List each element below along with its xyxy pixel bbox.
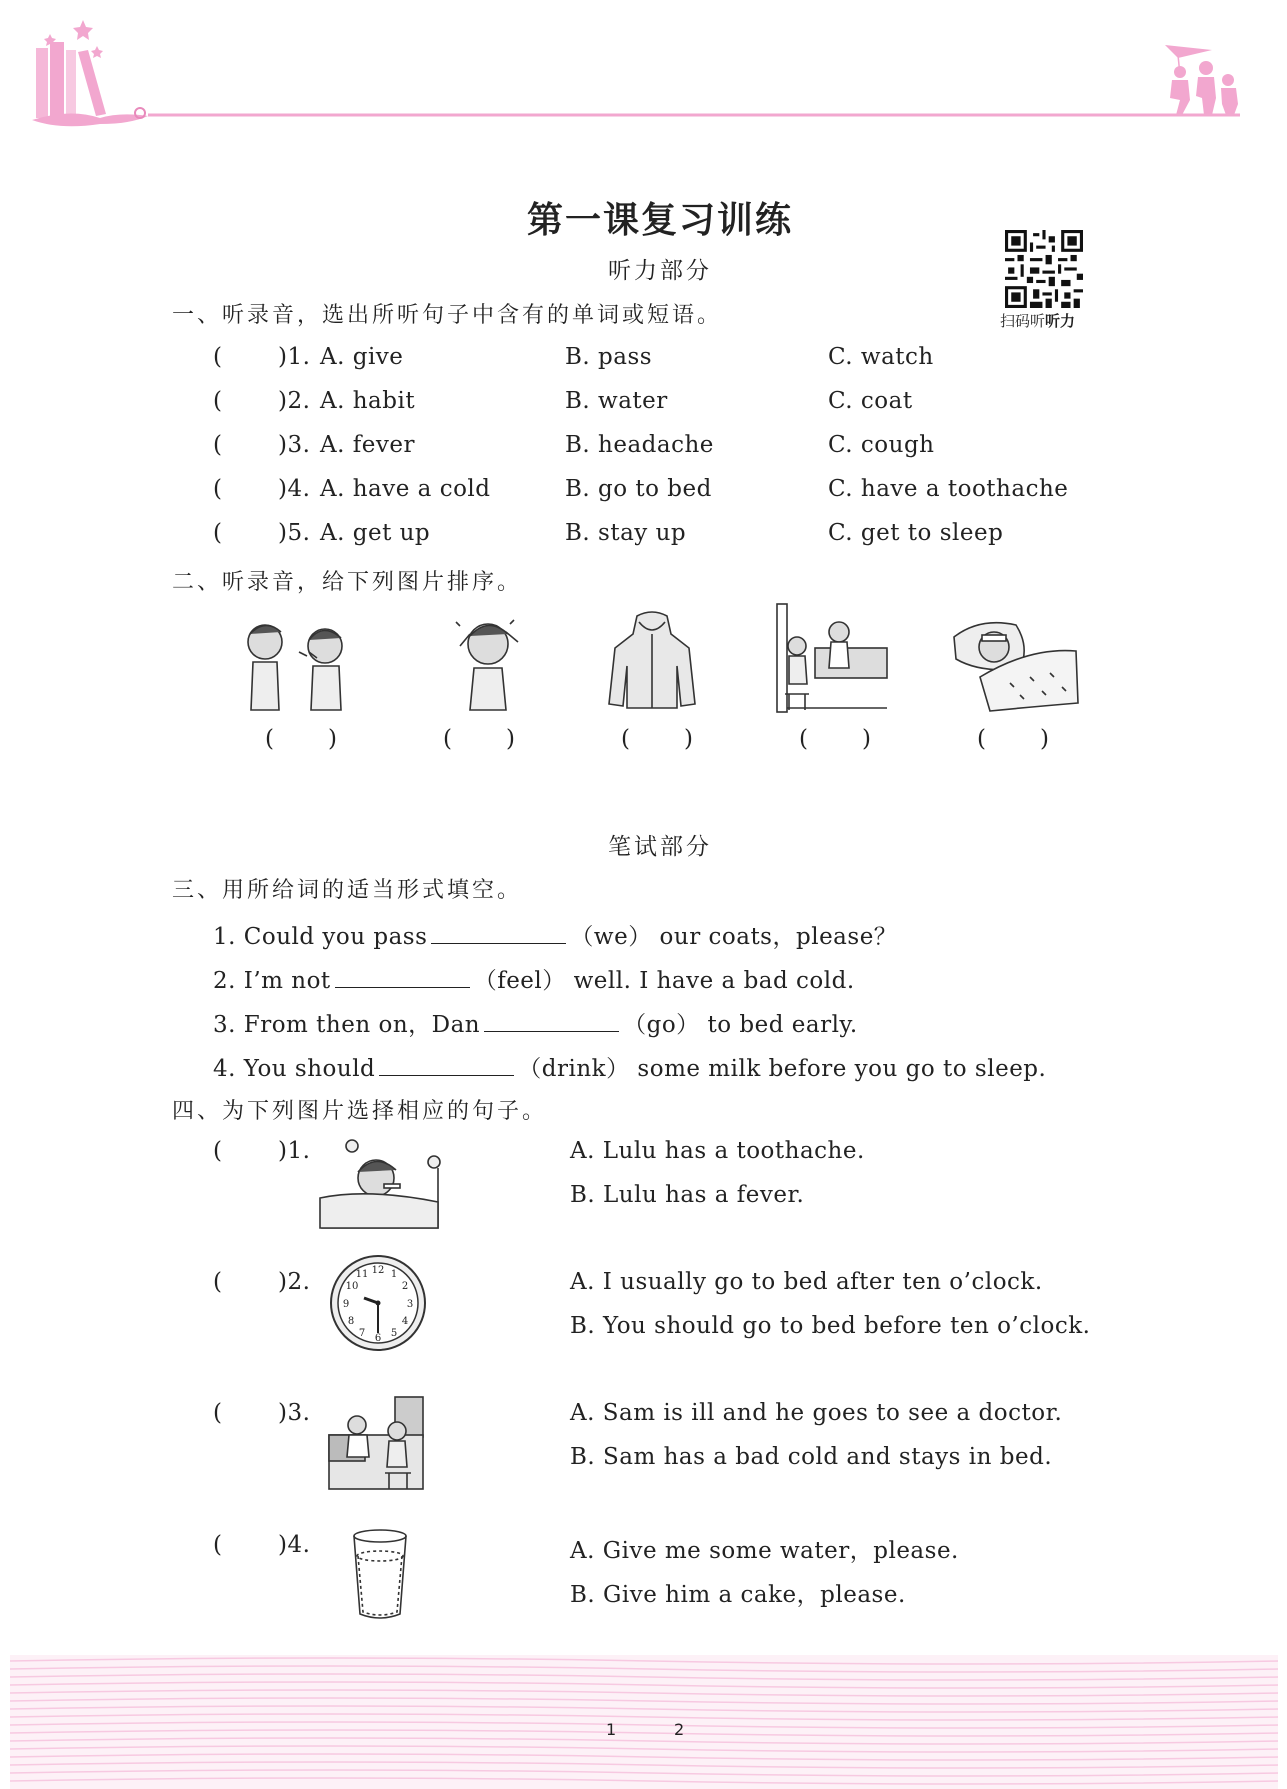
svg-text:5: 5 — [390, 1328, 398, 1339]
option-c: C. watch — [828, 344, 934, 370]
fever-in-bed-picture — [318, 1138, 443, 1230]
fill-blank-item — [213, 1050, 1046, 1083]
answer-paren-open: ( — [213, 388, 223, 414]
listening-heading: 听力部分 — [608, 258, 712, 284]
item-number: )2. — [278, 388, 311, 414]
item-number: )1. — [278, 344, 311, 370]
item-number: )3. — [278, 1400, 311, 1426]
fill-blank-item — [213, 1006, 858, 1039]
fill-blank-line[interactable] — [379, 1074, 514, 1076]
answer-paren-close: ) — [1040, 726, 1049, 752]
svg-text:7: 7 — [358, 1328, 366, 1339]
fill-blank-suffix: （we） our coats，please？ — [570, 924, 898, 950]
fill-blank-prefix: 4. You should — [213, 1056, 376, 1082]
svg-text:12: 12 — [371, 1265, 385, 1276]
option-c: C. coat — [828, 388, 913, 414]
option-a: A. get up — [320, 520, 431, 546]
answer-paren-open: ( — [799, 726, 808, 752]
svg-text:8: 8 — [347, 1316, 355, 1327]
fill-blank-suffix: （drink） some milk before you go to sleep. — [518, 1056, 1047, 1082]
doctor-visit-picture — [775, 602, 890, 714]
option-b: B. pass — [565, 344, 653, 370]
svg-text:11: 11 — [355, 1269, 369, 1280]
choice-a: A. Give me some water，please. — [570, 1538, 959, 1564]
answer-paren-open: ( — [213, 1269, 223, 1295]
glass-of-water-icon — [350, 1528, 410, 1622]
choice-a: A. I usually go to bed after ten o’clock. — [570, 1269, 1043, 1295]
option-b: B. headache — [565, 432, 714, 458]
section4-heading: 四、为下列图片选择相应的句子。 — [172, 1099, 548, 1124]
svg-text:2: 2 — [401, 1281, 409, 1292]
books-icon — [32, 42, 148, 126]
page-title: 第一课复习训练 — [526, 200, 793, 241]
option-c: C. have a toothache — [828, 476, 1069, 502]
fill-blank-prefix: 3. From then on，Dan — [213, 1012, 481, 1038]
fill-blank-suffix: （go） to bed early. — [623, 1012, 858, 1038]
item-number: )4. — [278, 476, 311, 502]
kids-coughing-picture — [235, 612, 355, 712]
qr-caption-bold: 听力 — [1045, 312, 1076, 330]
qr-caption-prefix: 扫码听 — [1000, 312, 1046, 330]
choice-b: B. Give him a cake，please. — [570, 1582, 906, 1608]
answer-paren-close: ) — [506, 726, 515, 752]
choice-a: A. Lulu has a toothache. — [570, 1138, 865, 1164]
answer-paren-open: ( — [213, 1138, 223, 1164]
option-a: A. habit — [320, 388, 416, 414]
jacket-picture — [605, 608, 700, 712]
item-number: )1. — [278, 1138, 311, 1164]
answer-paren-open: ( — [213, 432, 223, 458]
fill-blank-item — [213, 962, 855, 995]
answer-paren-open: ( — [213, 520, 223, 546]
children-running-icon — [1170, 61, 1238, 115]
option-a: A. have a cold — [320, 476, 491, 502]
svg-text:9: 9 — [342, 1299, 350, 1310]
clock-icon — [328, 1253, 428, 1353]
choice-b: B. You should go to bed before ten o’clock. — [570, 1313, 1091, 1339]
answer-paren-open: ( — [213, 344, 223, 370]
svg-text:6: 6 — [374, 1333, 382, 1344]
answer-paren-close: ) — [862, 726, 871, 752]
section3-heading: 三、用所给词的适当形式填空。 — [172, 878, 523, 903]
section1-heading: 一、听录音，选出所听句子中含有的单词或短语。 — [172, 303, 723, 328]
page-number-left: 1 — [606, 1720, 617, 1739]
choice-a: A. Sam is ill and he goes to see a doctor. — [570, 1400, 1063, 1426]
svg-text:10: 10 — [345, 1281, 359, 1292]
svg-text:1: 1 — [390, 1269, 398, 1280]
answer-paren-close: ) — [684, 726, 693, 752]
fill-blank-prefix: 2. I’m not — [213, 968, 331, 994]
svg-text:4: 4 — [401, 1316, 409, 1327]
answer-paren-open: ( — [443, 726, 452, 752]
fill-blank-suffix: （feel） well. I have a bad cold. — [473, 968, 855, 994]
sick-in-bed-picture — [950, 607, 1080, 713]
fill-blank-line[interactable] — [335, 986, 470, 988]
answer-paren-open: ( — [265, 726, 274, 752]
fill-blank-line[interactable] — [431, 942, 566, 944]
item-number: )5. — [278, 520, 311, 546]
qr-code-icon[interactable] — [1005, 230, 1083, 308]
answer-paren-open: ( — [213, 476, 223, 502]
option-b: B. stay up — [565, 520, 687, 546]
answer-paren-open: ( — [977, 726, 986, 752]
fill-blank-item — [213, 918, 897, 951]
headache-picture — [448, 612, 528, 712]
see-doctor-picture — [327, 1395, 425, 1491]
answer-paren-close: ) — [328, 726, 337, 752]
choice-b: B. Sam has a bad cold and stays in bed. — [570, 1444, 1053, 1470]
header-decoration — [0, 0, 1287, 140]
fill-blank-prefix: 1. Could you pass — [213, 924, 428, 950]
item-number: )3. — [278, 432, 311, 458]
page-number-right: 2 — [674, 1720, 685, 1739]
option-c: C. cough — [828, 432, 935, 458]
option-b: B. water — [565, 388, 668, 414]
item-number: )2. — [278, 1269, 311, 1295]
item-number: )4. — [278, 1532, 311, 1558]
qr-caption — [1000, 310, 1075, 331]
fill-blank-line[interactable] — [484, 1030, 619, 1032]
section2-heading: 二、听录音，给下列图片排序。 — [172, 570, 523, 595]
svg-text:3: 3 — [406, 1299, 414, 1310]
answer-paren-open: ( — [621, 726, 630, 752]
footer-band — [10, 1655, 1278, 1789]
option-a: A. fever — [320, 432, 415, 458]
written-heading: 笔试部分 — [608, 834, 712, 860]
answer-paren-open: ( — [213, 1400, 223, 1426]
option-c: C. get to sleep — [828, 520, 1004, 546]
option-a: A. give — [320, 344, 404, 370]
choice-b: B. Lulu has a fever. — [570, 1182, 805, 1208]
answer-paren-open: ( — [213, 1532, 223, 1558]
option-b: B. go to bed — [565, 476, 712, 502]
